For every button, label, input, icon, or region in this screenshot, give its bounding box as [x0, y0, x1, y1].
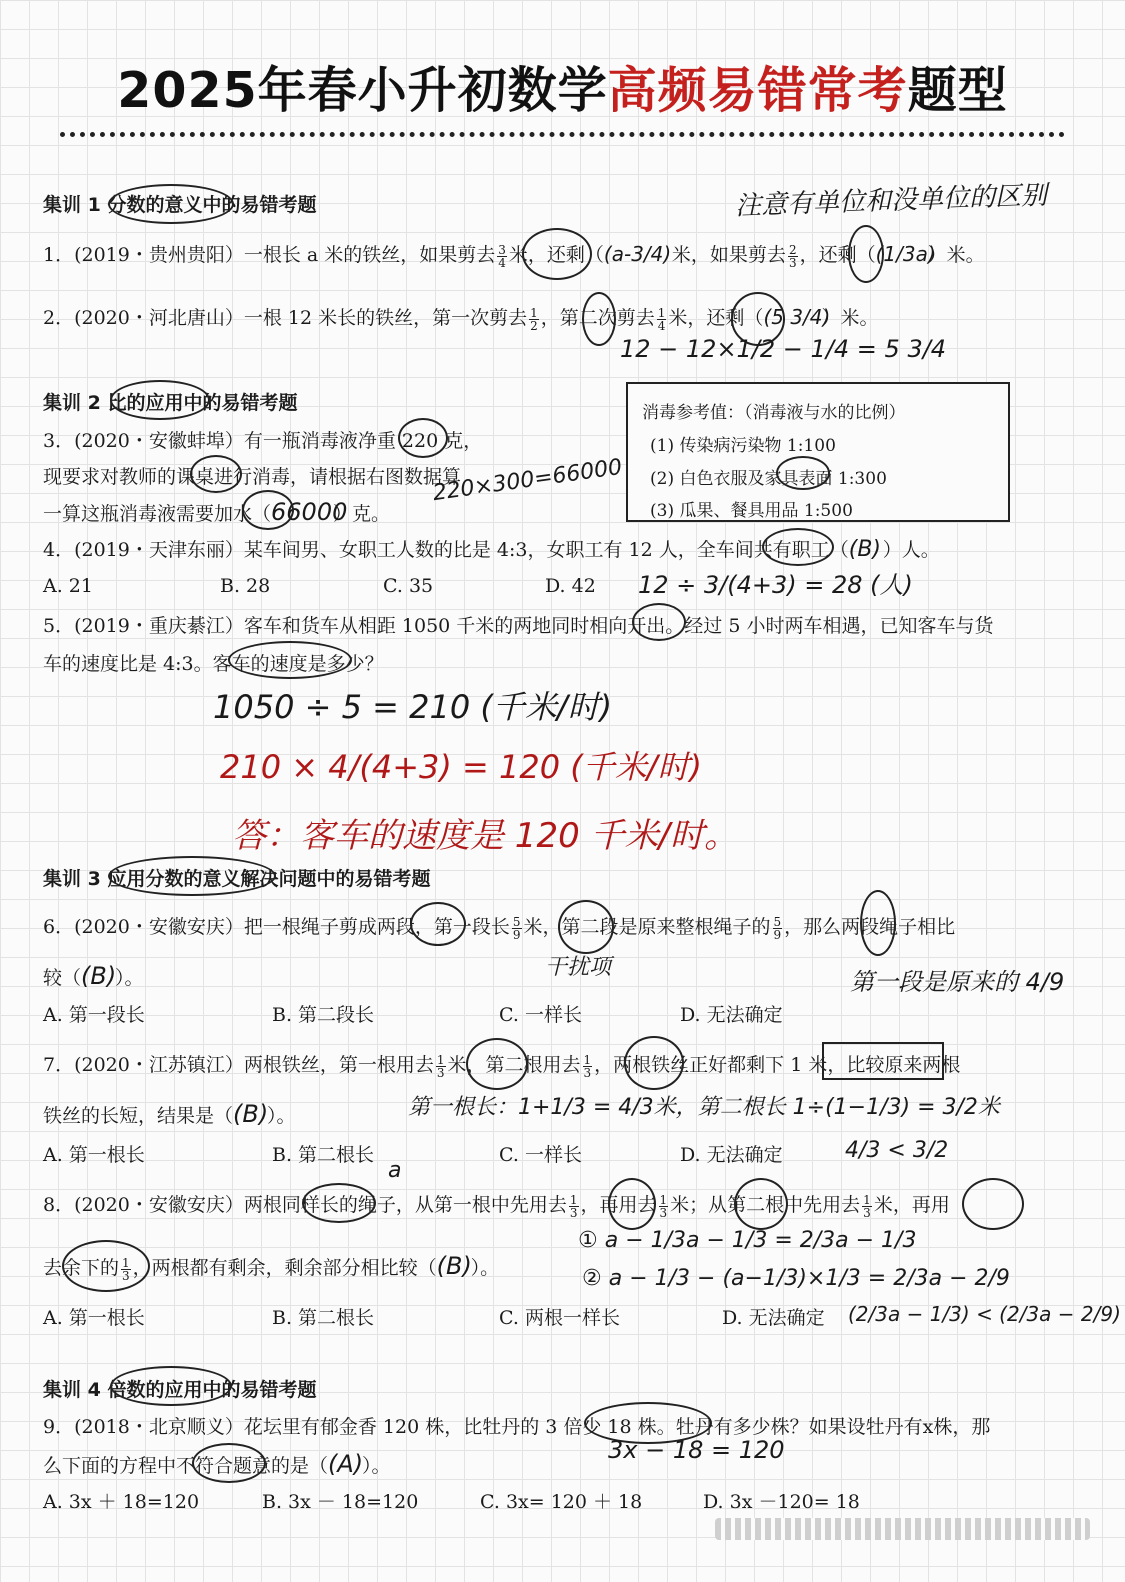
fraction: $\frac{5}{9}$ [512, 914, 521, 942]
q6-option-c: C. 一样长 [499, 1004, 582, 1026]
fraction: $\frac{1}{4}$ [657, 305, 666, 333]
q-text: 8．(2020・安徽安庆）两根同样长的绳子，从第一根中先用去 [43, 1194, 567, 1216]
q-text: 米，还剩（ [508, 244, 604, 266]
q-text: 4．(2019・天津东丽）某车间男、女职工人数的比是 4:3，女职工有 12 人，全车间共有职工（ [43, 539, 849, 561]
fraction: $\frac{5}{9}$ [773, 914, 782, 942]
q8-work-2: ② a − 1/3 − (a−1/3)×1/3 = 2/3a − 2/9 [582, 1266, 1010, 1291]
section-topic: 倍数的应用 [107, 1379, 203, 1401]
handwritten-circle [624, 1036, 684, 1090]
handwritten-circle [410, 902, 466, 946]
q-text: ，再用去 [580, 1194, 657, 1216]
q7-option-b: B. 第二根长 [272, 1144, 375, 1166]
q-text: ）。 [115, 967, 144, 989]
q-text: ，还剩（ [799, 244, 876, 266]
answer-blank: (B) [436, 1252, 472, 1280]
answer-blank: (1/3a) [875, 242, 936, 266]
reference-box [626, 382, 1010, 522]
question-1 [43, 240, 985, 269]
handwritten-circle [762, 528, 834, 566]
q6-option-d: D. 无法确定 [680, 1004, 783, 1026]
q9-work: 3x − 18 = 120 [608, 1436, 785, 1464]
q-text: 一算这瓶消毒液需要加水（ [43, 503, 272, 525]
title-divider [60, 132, 1065, 137]
q-text: ，两根都有剩余，剩余部分相比较（ [132, 1257, 437, 1279]
q6-note2: 第一段是原来的 4/9 [850, 968, 1065, 996]
question-6-line2 [43, 962, 144, 990]
q4-work: 12 ÷ 3/(4+3) = 28 (人) [638, 571, 913, 599]
handwritten-circle [558, 900, 614, 954]
section-label: 集训 2 [43, 392, 101, 414]
handwritten-circle [398, 418, 448, 458]
handwritten-note: 注意有单位和没单位的区别 [734, 180, 1048, 222]
q-text: 米，如果剪去 [671, 244, 786, 266]
handwritten-circle [302, 1183, 376, 1223]
fraction: $\frac{1}{3}$ [583, 1052, 592, 1080]
watermark-bar [715, 1518, 1090, 1540]
answer-blank: 66000 [271, 498, 348, 526]
section-topic: 分数的意义 [107, 194, 203, 216]
fraction: $\frac{1}{3}$ [436, 1052, 445, 1080]
q-text: ，那么两段绳子相比 [784, 916, 956, 938]
q3-calc: 220×300=66000 [431, 454, 624, 507]
q6-option-b: B. 第二段长 [272, 1004, 375, 1026]
section-label: 集训 4 [43, 1379, 101, 1401]
section-label: 集训 3 [43, 868, 101, 890]
q-text: ）米。 [927, 244, 985, 266]
section-topic: 比的应用 [107, 392, 184, 414]
q6-note: 干扰项 [545, 955, 612, 980]
question-9-line1: 9．(2018・北京顺义）花坛里有郁金香 120 株，比牡丹的 3 倍少 18 株。牡丹有多少株？如果设牡丹有x株，那 [43, 1416, 991, 1438]
title-main: 2025年春小升初数学 [117, 62, 608, 119]
handwritten-circle [582, 292, 616, 346]
handwritten-circle [110, 380, 210, 420]
title-highlight: 高频易错常考 [607, 62, 908, 119]
question-3-line3 [43, 498, 390, 526]
q-text: 7．(2020・江苏镇江）两根铁丝，第一根用去 [43, 1054, 434, 1076]
answer-blank: (B) [233, 1100, 269, 1128]
q-text: 6．(2020・安徽安庆）把一根绳子剪成两段，第一段长 [43, 916, 510, 938]
handwritten-circle [860, 890, 896, 956]
question-8 [43, 1190, 950, 1219]
box-row-1: (1) 传染病污染物 1:100 [650, 436, 836, 456]
q4-option-c: C. 35 [383, 575, 434, 597]
q-text: ）。 [470, 1257, 500, 1279]
q5-answer: 答：客车的速度是 120 千米/时。 [232, 816, 738, 856]
handwritten-box [822, 1042, 944, 1080]
q-text: ）米。 [821, 307, 879, 329]
fraction: $\frac{1}{2}$ [530, 305, 538, 333]
answer-blank: (B) [848, 537, 881, 562]
q-text: 去余下的 [43, 1257, 120, 1279]
q8-compare: (2/3a − 1/3) < (2/3a − 2/9) [848, 1302, 1121, 1326]
q-text: 较（ [43, 967, 82, 989]
q8-option-a: A. 第一根长 [43, 1307, 145, 1329]
answer-blank: (A) [328, 1450, 364, 1478]
handwritten-circle [734, 1178, 788, 1230]
q8-option-b: B. 第二根长 [272, 1307, 375, 1329]
handwritten-circle [242, 490, 294, 530]
box-row-3: (3) 瓜果、餐具用品 1:500 [650, 501, 853, 521]
handwritten-circle [632, 603, 686, 641]
q-text: ，两根铁丝正好都剩下 1 米，比较原来两根 [594, 1054, 961, 1076]
handwritten-circle [522, 228, 592, 280]
section-rest: 中的易错考题 [202, 194, 317, 216]
fraction: $\frac{2}{3}$ [788, 242, 797, 270]
q-text: 2．(2020・河北唐山）一根 12 米长的铁丝，第一次剪去 [43, 307, 528, 329]
section-rest: 解决问题中的易错考题 [240, 868, 431, 890]
q9-option-b: B. 3x － 18=120 [262, 1491, 419, 1513]
question-5-line1: 5．(2019・重庆綦江）客车和货车从相距 1050 千米的两地同时相向开出。经过 5 小时两车相遇，已知客车与货 [43, 615, 994, 637]
handwritten-circle [848, 225, 884, 283]
q-text: 米，第二段是原来整根绳子的 [523, 916, 771, 938]
question-5-line2: 车的速度比是 4:3。客车的速度是多少？ [43, 653, 384, 675]
q7-work: 第一根长：1+1/3 = 4/3米，第二根长 1÷(1−1/3) = 3/2米 [408, 1095, 1000, 1120]
q5-line2: 210 × 4/(4+3) = 120 (千米/时) [220, 748, 703, 786]
section-rest: 中的易错考题 [202, 1379, 317, 1401]
q-text: ）人。 [882, 539, 940, 561]
handwritten-circle [108, 856, 276, 896]
q-text: ）。 [362, 1455, 391, 1477]
q-text: 米；从第二根中先用去 [670, 1194, 861, 1216]
answer-blank: (B) [81, 962, 117, 990]
section-topic: 应用分数的意义 [107, 868, 241, 890]
answer-blank: (5 3/4) [763, 305, 831, 329]
q9-option-a: A. 3x ＋ 18=120 [43, 1491, 200, 1513]
q-text: 米，再用 [873, 1194, 950, 1216]
q9-option-d: D. 3x －120= 18 [703, 1491, 860, 1513]
q-text: ）。 [267, 1105, 296, 1127]
handwritten-circle [192, 1443, 266, 1483]
box-title: 消毒参考值：（消毒液与水的比例） [642, 403, 906, 423]
question-3-line2: 现要求对教师的课桌进行消毒，请根据右图数据算 [43, 466, 462, 488]
question-6 [43, 912, 955, 941]
handwritten-circle [776, 456, 830, 490]
q5-line1: 1050 ÷ 5 = 210 (千米/时) [213, 688, 613, 726]
q7-option-d: D. 无法确定 [680, 1144, 783, 1166]
q-text: 米，还剩（ [668, 307, 764, 329]
q4-option-d: D. 42 [545, 575, 596, 597]
question-3-line1: 3．(2020・安徽蚌埠）有一瓶消毒液净重 220 克， [43, 430, 483, 452]
handwritten-circle [108, 184, 234, 224]
q8-option-c: C. 两根一样长 [499, 1307, 620, 1329]
q6-option-a: A. 第一段长 [43, 1004, 145, 1026]
q7-compare: 4/3 < 3/2 [845, 1138, 949, 1163]
handwritten-circle [466, 1038, 528, 1090]
handwritten-circle [608, 1178, 656, 1230]
fraction: $\frac{3}{4}$ [498, 242, 506, 270]
section-rest: 中的易错考题 [183, 392, 298, 414]
page-title [0, 52, 1125, 122]
answer-blank: (a-3/4) [603, 242, 672, 266]
section-label: 集训 1 [43, 194, 101, 216]
q7-option-a: A. 第一根长 [43, 1144, 145, 1166]
q8-work-1: ① a − 1/3a − 1/3 = 2/3a − 1/3 [578, 1228, 917, 1253]
fraction: $\frac{1}{3}$ [122, 1255, 130, 1283]
fraction: $\frac{1}{3}$ [659, 1192, 668, 1220]
handwritten-circle [962, 1178, 1024, 1230]
handwritten-circle [110, 1366, 232, 1406]
q4-option-a: A. 21 [43, 575, 93, 597]
q8-option-d: D. 无法确定 [722, 1307, 825, 1329]
question-7-line2 [43, 1100, 296, 1128]
q8-a-note: a [388, 1158, 402, 1183]
q-text: 米，第二根用去 [447, 1054, 581, 1076]
q2-work: 12 − 12×1/2 − 1/4 = 5 3/4 [620, 335, 947, 363]
q7-option-c: C. 一样长 [499, 1144, 582, 1166]
handwritten-circle [190, 455, 242, 493]
q-text: ，第二次剪去 [540, 307, 655, 329]
box-row-2: (2) 白色衣服及家具表面 1:300 [650, 469, 887, 489]
q-text: 1．(2019・贵州贵阳）一根长 a 米的铁丝，如果剪去 [43, 244, 496, 266]
q-text: 么下面的方程中不符合题意的是（ [43, 1455, 329, 1477]
fraction: $\frac{1}{3}$ [569, 1192, 578, 1220]
fraction: $\frac{1}{3}$ [863, 1192, 871, 1220]
q4-option-b: B. 28 [220, 575, 271, 597]
title-tail: 题型 [907, 62, 1008, 119]
q9-option-c: C. 3x= 120 ＋ 18 [480, 1491, 643, 1513]
q-text: ）克。 [333, 503, 391, 525]
q-text: 铁丝的长短，结果是（ [43, 1105, 234, 1127]
handwritten-circle [228, 641, 352, 679]
handwritten-circle [62, 1240, 150, 1292]
